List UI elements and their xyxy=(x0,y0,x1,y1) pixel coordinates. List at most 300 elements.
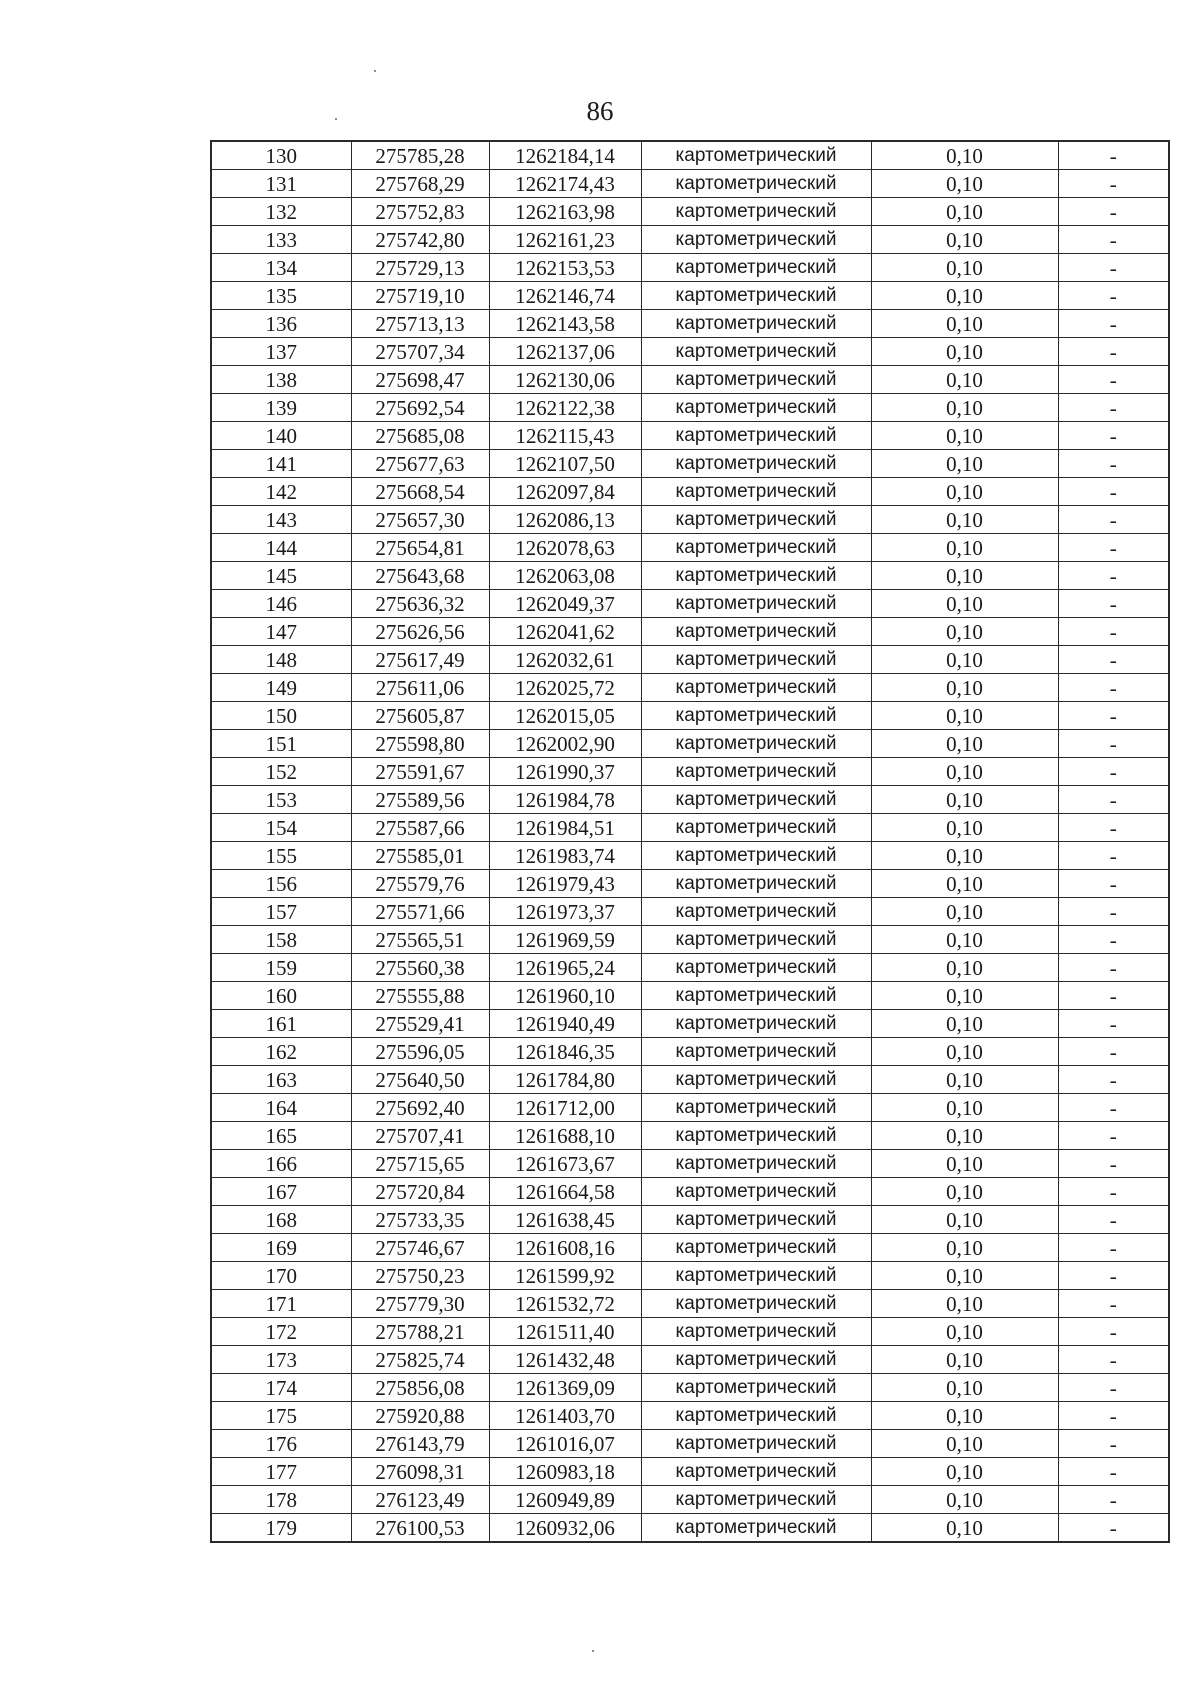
method-cell: картометрический xyxy=(641,1234,871,1262)
table-row xyxy=(211,646,1169,674)
x-coordinate-cell: 275733,35 xyxy=(351,1206,489,1234)
x-coordinate-cell: 275587,66 xyxy=(351,814,489,842)
method-cell: картометрический xyxy=(641,1066,871,1094)
y-coordinate-cell: 1262137,06 xyxy=(489,338,641,366)
y-coordinate-cell: 1261712,00 xyxy=(489,1094,641,1122)
table-row xyxy=(211,1430,1169,1458)
x-coordinate-cell: 275692,54 xyxy=(351,394,489,422)
point-number-cell: 135 xyxy=(211,282,351,310)
point-number-cell: 150 xyxy=(211,702,351,730)
x-coordinate-cell: 275720,84 xyxy=(351,1178,489,1206)
point-number-cell: 173 xyxy=(211,1346,351,1374)
accuracy-cell: 0,10 xyxy=(871,870,1058,898)
y-coordinate-cell: 1262174,43 xyxy=(489,170,641,198)
note-cell: - xyxy=(1058,1038,1169,1066)
accuracy-cell: 0,10 xyxy=(871,730,1058,758)
y-coordinate-cell: 1261403,70 xyxy=(489,1402,641,1430)
point-number-cell: 172 xyxy=(211,1318,351,1346)
accuracy-cell: 0,10 xyxy=(871,1262,1058,1290)
y-coordinate-cell: 1262015,05 xyxy=(489,702,641,730)
method-cell: картометрический xyxy=(641,394,871,422)
note-cell: - xyxy=(1058,1402,1169,1430)
accuracy-cell: 0,10 xyxy=(871,842,1058,870)
note-cell: - xyxy=(1058,1150,1169,1178)
x-coordinate-cell: 276100,53 xyxy=(351,1514,489,1543)
y-coordinate-cell: 1262078,63 xyxy=(489,534,641,562)
point-number-cell: 171 xyxy=(211,1290,351,1318)
table-row xyxy=(211,366,1169,394)
x-coordinate-cell: 275707,34 xyxy=(351,338,489,366)
y-coordinate-cell: 1261673,67 xyxy=(489,1150,641,1178)
method-cell: картометрический xyxy=(641,170,871,198)
y-coordinate-cell: 1261984,51 xyxy=(489,814,641,842)
point-number-cell: 160 xyxy=(211,982,351,1010)
x-coordinate-cell: 275698,47 xyxy=(351,366,489,394)
note-cell: - xyxy=(1058,702,1169,730)
x-coordinate-cell: 276098,31 xyxy=(351,1458,489,1486)
y-coordinate-cell: 1262143,58 xyxy=(489,310,641,338)
table-row xyxy=(211,730,1169,758)
table-row xyxy=(211,310,1169,338)
x-coordinate-cell: 275920,88 xyxy=(351,1402,489,1430)
method-cell: картометрический xyxy=(641,814,871,842)
x-coordinate-cell: 275657,30 xyxy=(351,506,489,534)
note-cell: - xyxy=(1058,954,1169,982)
point-number-cell: 131 xyxy=(211,170,351,198)
x-coordinate-cell: 275555,88 xyxy=(351,982,489,1010)
point-number-cell: 143 xyxy=(211,506,351,534)
page-number: 86 xyxy=(586,96,614,126)
method-cell: картометрический xyxy=(641,1402,871,1430)
point-number-cell: 142 xyxy=(211,478,351,506)
accuracy-cell: 0,10 xyxy=(871,1178,1058,1206)
note-cell: - xyxy=(1058,870,1169,898)
method-cell: картометрический xyxy=(641,926,871,954)
scan-speck xyxy=(374,70,376,72)
x-coordinate-cell: 275707,41 xyxy=(351,1122,489,1150)
y-coordinate-cell: 1262041,62 xyxy=(489,618,641,646)
x-coordinate-cell: 275685,08 xyxy=(351,422,489,450)
table-row xyxy=(211,786,1169,814)
table-row xyxy=(211,1206,1169,1234)
note-cell: - xyxy=(1058,618,1169,646)
table-row xyxy=(211,758,1169,786)
point-number-cell: 139 xyxy=(211,394,351,422)
note-cell: - xyxy=(1058,842,1169,870)
note-cell: - xyxy=(1058,170,1169,198)
y-coordinate-cell: 1261664,58 xyxy=(489,1178,641,1206)
y-coordinate-cell: 1262161,23 xyxy=(489,226,641,254)
accuracy-cell: 0,10 xyxy=(871,982,1058,1010)
note-cell: - xyxy=(1058,1458,1169,1486)
method-cell: картометрический xyxy=(641,674,871,702)
point-number-cell: 137 xyxy=(211,338,351,366)
x-coordinate-cell: 275746,67 xyxy=(351,1234,489,1262)
note-cell: - xyxy=(1058,1486,1169,1514)
x-coordinate-cell: 275668,54 xyxy=(351,478,489,506)
point-number-cell: 149 xyxy=(211,674,351,702)
table-row xyxy=(211,590,1169,618)
note-cell: - xyxy=(1058,1010,1169,1038)
note-cell: - xyxy=(1058,674,1169,702)
y-coordinate-cell: 1261784,80 xyxy=(489,1066,641,1094)
table-row xyxy=(211,1066,1169,1094)
method-cell: картометрический xyxy=(641,786,871,814)
table-row xyxy=(211,982,1169,1010)
table-row xyxy=(211,1094,1169,1122)
method-cell: картометрический xyxy=(641,534,871,562)
table-row xyxy=(211,1346,1169,1374)
table-row xyxy=(211,506,1169,534)
point-number-cell: 166 xyxy=(211,1150,351,1178)
note-cell: - xyxy=(1058,310,1169,338)
x-coordinate-cell: 275591,67 xyxy=(351,758,489,786)
note-cell: - xyxy=(1058,226,1169,254)
point-number-cell: 146 xyxy=(211,590,351,618)
note-cell: - xyxy=(1058,394,1169,422)
y-coordinate-cell: 1261940,49 xyxy=(489,1010,641,1038)
note-cell: - xyxy=(1058,1346,1169,1374)
method-cell: картометрический xyxy=(641,1486,871,1514)
point-number-cell: 144 xyxy=(211,534,351,562)
method-cell: картометрический xyxy=(641,422,871,450)
method-cell: картометрический xyxy=(641,1458,871,1486)
point-number-cell: 148 xyxy=(211,646,351,674)
point-number-cell: 134 xyxy=(211,254,351,282)
x-coordinate-cell: 275598,80 xyxy=(351,730,489,758)
accuracy-cell: 0,10 xyxy=(871,618,1058,646)
note-cell: - xyxy=(1058,730,1169,758)
method-cell: картометрический xyxy=(641,842,871,870)
accuracy-cell: 0,10 xyxy=(871,1430,1058,1458)
x-coordinate-cell: 275677,63 xyxy=(351,450,489,478)
accuracy-cell: 0,10 xyxy=(871,954,1058,982)
x-coordinate-cell: 275611,06 xyxy=(351,674,489,702)
x-coordinate-cell: 275636,32 xyxy=(351,590,489,618)
note-cell: - xyxy=(1058,814,1169,842)
table-row xyxy=(211,450,1169,478)
method-cell: картометрический xyxy=(641,450,871,478)
method-cell: картометрический xyxy=(641,982,871,1010)
x-coordinate-cell: 275742,80 xyxy=(351,226,489,254)
table-row xyxy=(211,1150,1169,1178)
point-number-cell: 169 xyxy=(211,1234,351,1262)
note-cell: - xyxy=(1058,646,1169,674)
x-coordinate-cell: 275752,83 xyxy=(351,198,489,226)
table-row xyxy=(211,562,1169,590)
table-row xyxy=(211,926,1169,954)
point-number-cell: 154 xyxy=(211,814,351,842)
x-coordinate-cell: 275785,28 xyxy=(351,141,489,170)
method-cell: картометрический xyxy=(641,478,871,506)
accuracy-cell: 0,10 xyxy=(871,926,1058,954)
table-row xyxy=(211,282,1169,310)
x-coordinate-cell: 275596,05 xyxy=(351,1038,489,1066)
method-cell: картометрический xyxy=(641,562,871,590)
note-cell: - xyxy=(1058,1206,1169,1234)
accuracy-cell: 0,10 xyxy=(871,1458,1058,1486)
point-number-cell: 176 xyxy=(211,1430,351,1458)
table-row xyxy=(211,1458,1169,1486)
method-cell: картометрический xyxy=(641,1318,871,1346)
accuracy-cell: 0,10 xyxy=(871,450,1058,478)
point-number-cell: 174 xyxy=(211,1374,351,1402)
accuracy-cell: 0,10 xyxy=(871,506,1058,534)
y-coordinate-cell: 1262086,13 xyxy=(489,506,641,534)
x-coordinate-cell: 275825,74 xyxy=(351,1346,489,1374)
accuracy-cell: 0,10 xyxy=(871,478,1058,506)
note-cell: - xyxy=(1058,1178,1169,1206)
y-coordinate-cell: 1261984,78 xyxy=(489,786,641,814)
table-row xyxy=(211,814,1169,842)
table-row xyxy=(211,898,1169,926)
accuracy-cell: 0,10 xyxy=(871,1318,1058,1346)
accuracy-cell: 0,10 xyxy=(871,394,1058,422)
y-coordinate-cell: 1261846,35 xyxy=(489,1038,641,1066)
accuracy-cell: 0,10 xyxy=(871,1122,1058,1150)
accuracy-cell: 0,10 xyxy=(871,338,1058,366)
x-coordinate-cell: 275729,13 xyxy=(351,254,489,282)
note-cell: - xyxy=(1058,758,1169,786)
accuracy-cell: 0,10 xyxy=(871,590,1058,618)
x-coordinate-cell: 275719,10 xyxy=(351,282,489,310)
method-cell: картометрический xyxy=(641,506,871,534)
y-coordinate-cell: 1261979,43 xyxy=(489,870,641,898)
y-coordinate-cell: 1261432,48 xyxy=(489,1346,641,1374)
point-number-cell: 156 xyxy=(211,870,351,898)
note-cell: - xyxy=(1058,282,1169,310)
method-cell: картометрический xyxy=(641,1430,871,1458)
point-number-cell: 136 xyxy=(211,310,351,338)
point-number-cell: 158 xyxy=(211,926,351,954)
y-coordinate-cell: 1262063,08 xyxy=(489,562,641,590)
point-number-cell: 167 xyxy=(211,1178,351,1206)
x-coordinate-cell: 275654,81 xyxy=(351,534,489,562)
table-row xyxy=(211,1262,1169,1290)
point-number-cell: 179 xyxy=(211,1514,351,1543)
x-coordinate-cell: 275579,76 xyxy=(351,870,489,898)
table-row xyxy=(211,870,1169,898)
method-cell: картометрический xyxy=(641,730,871,758)
note-cell: - xyxy=(1058,506,1169,534)
method-cell: картометрический xyxy=(641,590,871,618)
method-cell: картометрический xyxy=(641,282,871,310)
note-cell: - xyxy=(1058,898,1169,926)
y-coordinate-cell: 1261965,24 xyxy=(489,954,641,982)
accuracy-cell: 0,10 xyxy=(871,1290,1058,1318)
accuracy-cell: 0,10 xyxy=(871,1010,1058,1038)
note-cell: - xyxy=(1058,590,1169,618)
y-coordinate-cell: 1261960,10 xyxy=(489,982,641,1010)
table-row xyxy=(211,1178,1169,1206)
table-row xyxy=(211,141,1169,170)
accuracy-cell: 0,10 xyxy=(871,1150,1058,1178)
method-cell: картометрический xyxy=(641,898,871,926)
note-cell: - xyxy=(1058,1290,1169,1318)
table-row xyxy=(211,394,1169,422)
y-coordinate-cell: 1260983,18 xyxy=(489,1458,641,1486)
table-row xyxy=(211,254,1169,282)
y-coordinate-cell: 1261969,59 xyxy=(489,926,641,954)
table-body xyxy=(211,141,1169,1542)
accuracy-cell: 0,10 xyxy=(871,674,1058,702)
method-cell: картометрический xyxy=(641,1374,871,1402)
method-cell: картометрический xyxy=(641,1038,871,1066)
method-cell: картометрический xyxy=(641,1150,871,1178)
table-row xyxy=(211,1038,1169,1066)
method-cell: картометрический xyxy=(641,646,871,674)
point-number-cell: 138 xyxy=(211,366,351,394)
y-coordinate-cell: 1262002,90 xyxy=(489,730,641,758)
x-coordinate-cell: 275560,38 xyxy=(351,954,489,982)
note-cell: - xyxy=(1058,1262,1169,1290)
point-number-cell: 133 xyxy=(211,226,351,254)
method-cell: картометрический xyxy=(641,1010,871,1038)
y-coordinate-cell: 1262130,06 xyxy=(489,366,641,394)
point-number-cell: 170 xyxy=(211,1262,351,1290)
x-coordinate-cell: 275750,23 xyxy=(351,1262,489,1290)
accuracy-cell: 0,10 xyxy=(871,366,1058,394)
accuracy-cell: 0,10 xyxy=(871,1486,1058,1514)
method-cell: картометрический xyxy=(641,1514,871,1543)
point-number-cell: 151 xyxy=(211,730,351,758)
note-cell: - xyxy=(1058,1318,1169,1346)
y-coordinate-cell: 1261016,07 xyxy=(489,1430,641,1458)
table-row xyxy=(211,618,1169,646)
note-cell: - xyxy=(1058,926,1169,954)
x-coordinate-cell: 275617,49 xyxy=(351,646,489,674)
x-coordinate-cell: 275713,13 xyxy=(351,310,489,338)
y-coordinate-cell: 1261983,74 xyxy=(489,842,641,870)
note-cell: - xyxy=(1058,478,1169,506)
accuracy-cell: 0,10 xyxy=(871,1514,1058,1543)
note-cell: - xyxy=(1058,198,1169,226)
method-cell: картометрический xyxy=(641,758,871,786)
note-cell: - xyxy=(1058,141,1169,170)
accuracy-cell: 0,10 xyxy=(871,646,1058,674)
note-cell: - xyxy=(1058,422,1169,450)
table-row xyxy=(211,1234,1169,1262)
point-number-cell: 163 xyxy=(211,1066,351,1094)
note-cell: - xyxy=(1058,338,1169,366)
x-coordinate-cell: 275571,66 xyxy=(351,898,489,926)
table-row xyxy=(211,1290,1169,1318)
note-cell: - xyxy=(1058,982,1169,1010)
note-cell: - xyxy=(1058,1066,1169,1094)
point-number-cell: 178 xyxy=(211,1486,351,1514)
table-row xyxy=(211,954,1169,982)
note-cell: - xyxy=(1058,786,1169,814)
x-coordinate-cell: 275626,56 xyxy=(351,618,489,646)
x-coordinate-cell: 276143,79 xyxy=(351,1430,489,1458)
note-cell: - xyxy=(1058,1094,1169,1122)
y-coordinate-cell: 1262122,38 xyxy=(489,394,641,422)
accuracy-cell: 0,10 xyxy=(871,226,1058,254)
method-cell: картометрический xyxy=(641,141,871,170)
accuracy-cell: 0,10 xyxy=(871,534,1058,562)
accuracy-cell: 0,10 xyxy=(871,786,1058,814)
method-cell: картометрический xyxy=(641,1178,871,1206)
y-coordinate-cell: 1262184,14 xyxy=(489,141,641,170)
x-coordinate-cell: 275565,51 xyxy=(351,926,489,954)
point-number-cell: 175 xyxy=(211,1402,351,1430)
x-coordinate-cell: 275779,30 xyxy=(351,1290,489,1318)
y-coordinate-cell: 1262025,72 xyxy=(489,674,641,702)
point-number-cell: 165 xyxy=(211,1122,351,1150)
accuracy-cell: 0,10 xyxy=(871,141,1058,170)
y-coordinate-cell: 1261511,40 xyxy=(489,1318,641,1346)
method-cell: картометрический xyxy=(641,198,871,226)
note-cell: - xyxy=(1058,450,1169,478)
table-row xyxy=(211,1402,1169,1430)
table-row xyxy=(211,1318,1169,1346)
accuracy-cell: 0,10 xyxy=(871,310,1058,338)
accuracy-cell: 0,10 xyxy=(871,1346,1058,1374)
y-coordinate-cell: 1262153,53 xyxy=(489,254,641,282)
accuracy-cell: 0,10 xyxy=(871,1094,1058,1122)
accuracy-cell: 0,10 xyxy=(871,702,1058,730)
method-cell: картометрический xyxy=(641,254,871,282)
accuracy-cell: 0,10 xyxy=(871,562,1058,590)
method-cell: картометрический xyxy=(641,1094,871,1122)
table-row xyxy=(211,1514,1169,1543)
y-coordinate-cell: 1261990,37 xyxy=(489,758,641,786)
note-cell: - xyxy=(1058,534,1169,562)
scan-speck xyxy=(592,1650,594,1652)
x-coordinate-cell: 275643,68 xyxy=(351,562,489,590)
point-number-cell: 162 xyxy=(211,1038,351,1066)
table-row xyxy=(211,674,1169,702)
point-number-cell: 168 xyxy=(211,1206,351,1234)
x-coordinate-cell: 275768,29 xyxy=(351,170,489,198)
method-cell: картометрический xyxy=(641,870,871,898)
y-coordinate-cell: 1262115,43 xyxy=(489,422,641,450)
method-cell: картометрический xyxy=(641,1262,871,1290)
note-cell: - xyxy=(1058,562,1169,590)
y-coordinate-cell: 1261599,92 xyxy=(489,1262,641,1290)
accuracy-cell: 0,10 xyxy=(871,282,1058,310)
method-cell: картометрический xyxy=(641,1346,871,1374)
point-number-cell: 141 xyxy=(211,450,351,478)
point-number-cell: 159 xyxy=(211,954,351,982)
accuracy-cell: 0,10 xyxy=(871,198,1058,226)
table-row xyxy=(211,1374,1169,1402)
accuracy-cell: 0,10 xyxy=(871,1234,1058,1262)
method-cell: картометрический xyxy=(641,1290,871,1318)
point-number-cell: 155 xyxy=(211,842,351,870)
point-number-cell: 164 xyxy=(211,1094,351,1122)
point-number-cell: 145 xyxy=(211,562,351,590)
method-cell: картометрический xyxy=(641,1122,871,1150)
x-coordinate-cell: 275788,21 xyxy=(351,1318,489,1346)
y-coordinate-cell: 1261688,10 xyxy=(489,1122,641,1150)
x-coordinate-cell: 275692,40 xyxy=(351,1094,489,1122)
y-coordinate-cell: 1261638,45 xyxy=(489,1206,641,1234)
accuracy-cell: 0,10 xyxy=(871,1038,1058,1066)
method-cell: картометрический xyxy=(641,702,871,730)
y-coordinate-cell: 1262107,50 xyxy=(489,450,641,478)
y-coordinate-cell: 1261608,16 xyxy=(489,1234,641,1262)
y-coordinate-cell: 1262163,98 xyxy=(489,198,641,226)
table-row xyxy=(211,842,1169,870)
note-cell: - xyxy=(1058,1514,1169,1543)
x-coordinate-cell: 275715,65 xyxy=(351,1150,489,1178)
table-row xyxy=(211,702,1169,730)
y-coordinate-cell: 1261973,37 xyxy=(489,898,641,926)
method-cell: картометрический xyxy=(641,310,871,338)
note-cell: - xyxy=(1058,1374,1169,1402)
table-row xyxy=(211,1486,1169,1514)
